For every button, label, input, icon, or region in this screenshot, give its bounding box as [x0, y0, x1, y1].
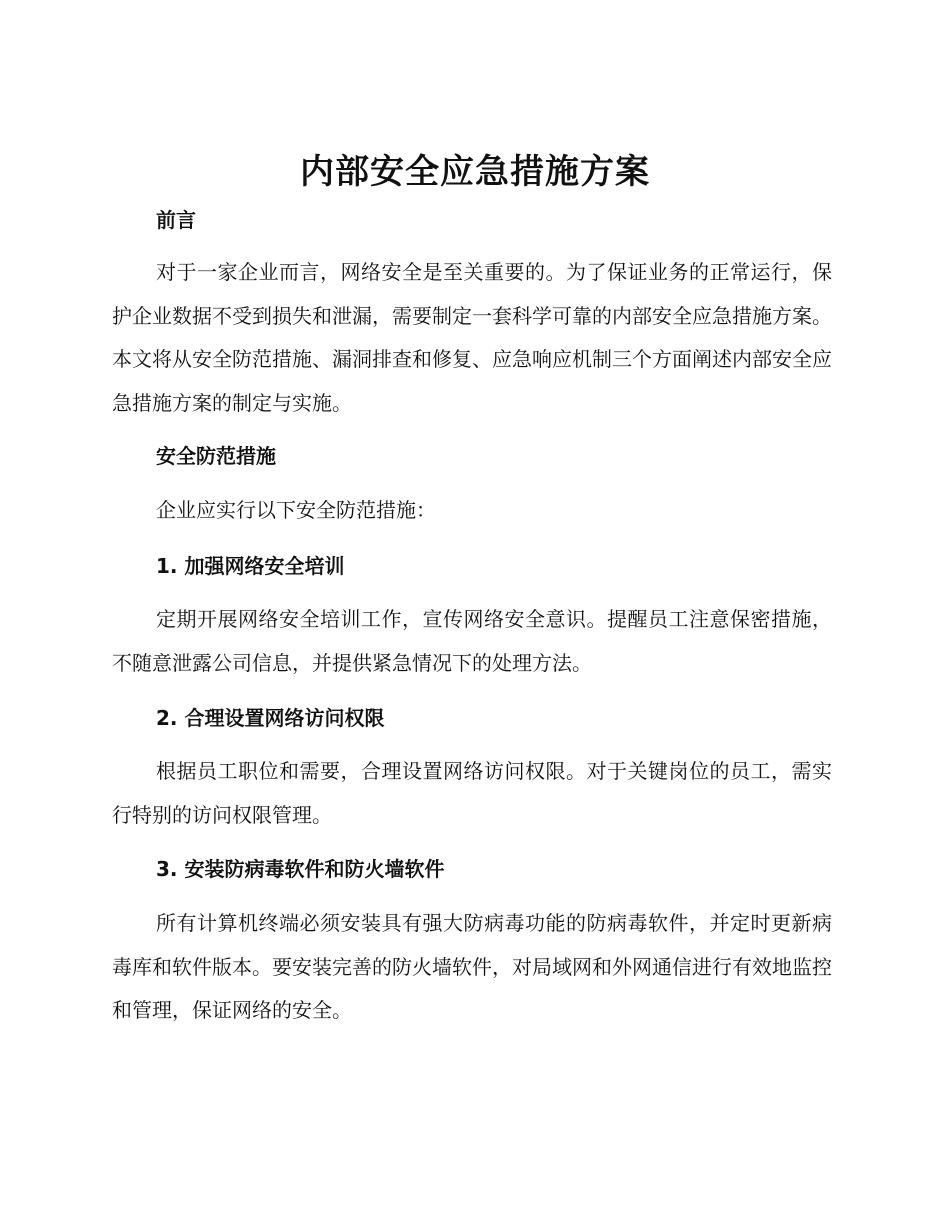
section-heading-preface: 前言 — [156, 208, 196, 232]
paragraph-training: 定期开展网络安全培训工作，宣传网络安全意识。提醒员工注意保密措施，不随意泄露公司信息，并提供紧急情况下的处理方法。 — [112, 607, 832, 675]
subheading-antivirus-firewall: 3. 安装防病毒软件和防火墙软件 — [156, 857, 445, 881]
subheading-access-permissions: 2. 合理设置网络访问权限 — [156, 706, 385, 730]
document-title: 内部安全应急措施方案 — [300, 152, 650, 192]
section-heading-security-measures: 安全防范措施 — [156, 444, 276, 468]
paragraph-measures-intro: 企业应实行以下安全防范措施： — [156, 498, 436, 522]
paragraph-access-permissions: 根据员工职位和需要，合理设置网络访问权限。对于关键岗位的员工，需实行特别的访问权限管理。 — [112, 759, 832, 827]
subheading-training: 1. 加强网络安全培训 — [156, 554, 345, 578]
paragraph-preface: 对于一家企业而言，网络安全是至关重要的。为了保证业务的正常运行，保护企业数据不受到损失和泄漏，需要制定一套科学可靠的内部安全应急措施方案。本文将从安全防范措施、漏洞排查和修复、应急响应机制三个方面阐述内部安全应急措施方案的制定与实施。 — [112, 260, 832, 415]
paragraph-antivirus-firewall: 所有计算机终端必须安装具有强大防病毒功能的防病毒软件，并定时更新病毒库和软件版本。要安装完善的防火墙软件，对局域网和外网通信进行有效地监控和管理，保证网络的安全。 — [112, 911, 832, 1022]
